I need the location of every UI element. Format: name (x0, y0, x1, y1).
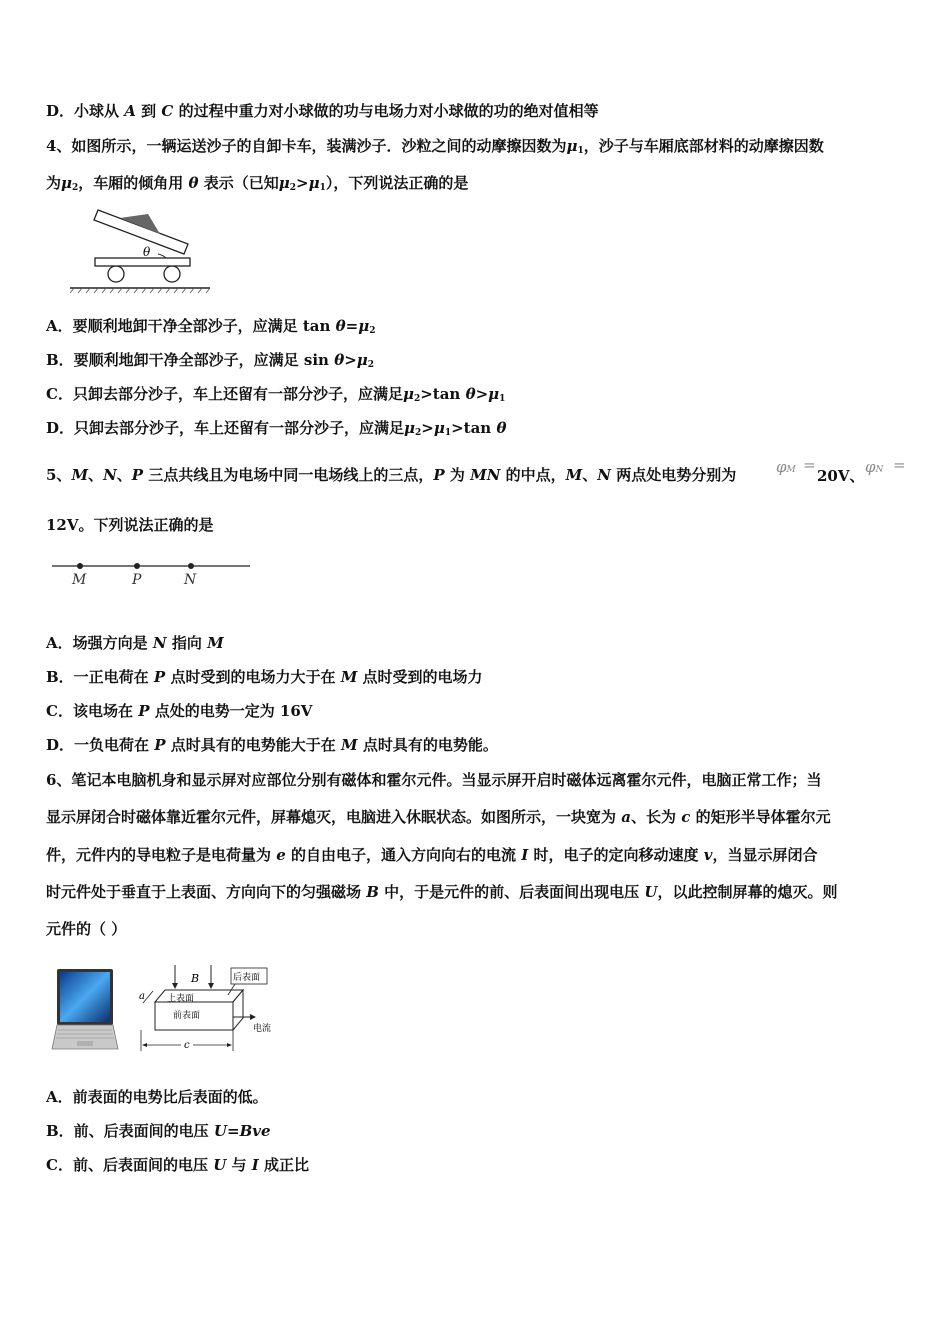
label-top-face: 上表面 (167, 994, 195, 1004)
label-n: N (184, 572, 197, 588)
rear-wheel (108, 266, 124, 282)
b-arrow-right (208, 983, 214, 989)
q4-stem-line2: 为$\mu_2$，车厢的倾角用 θ 表示（已知$\mu_2>\mu_1$），下列说法正确的是 (46, 174, 469, 193)
phi-m-value: 20V、 (817, 467, 865, 485)
label-current: 电流 (253, 1024, 272, 1034)
b-arrow-left (172, 983, 178, 989)
field-line-figure (50, 556, 255, 588)
q6-stem-line1: 6、笔记本电脑机身和显示屏对应部位分别有磁体和霍尔元件。当显示屏开启时磁体远离霍尔元件，电脑正常工作；当 (46, 771, 822, 789)
q4-stem-line1: 4、如图所示，一辆运送沙子的自卸卡车，装满沙子．沙粒之间的动摩擦因数为$\mu_1$，沙子与车厢底部材料的动摩擦因数 (46, 137, 824, 156)
phi-m-symbol: φM (776, 458, 796, 476)
q6-option-a: A．前表面的电势比后表面的低。 (46, 1088, 268, 1106)
laptop-screen (60, 972, 110, 1022)
hall-element-figure (133, 965, 278, 1060)
point-p (134, 563, 140, 569)
label-b: B (191, 972, 200, 985)
q5-stem-line1: 5、M、N、P 三点共线且为电场中同一电场线上的三点，P 为 MN 的中点，M、N 两点处电势分别为 (46, 466, 737, 484)
q6-stem-line5: 元件的（ ） (46, 920, 127, 938)
q6-stem-line4: 时元件处于垂直于上表面、方向向下的匀强磁场 B 中，于是元件的前、后表面间出现电压 U，以此控制屏幕的熄灭。则 (46, 883, 838, 901)
q6-option-c: C．前、后表面间的电压 U 与 I 成正比 (46, 1156, 310, 1174)
q5-option-b: B．一正电荷在 P 点时受到的电场力大于在 M 点时受到的电场力 (46, 668, 483, 686)
laptop-touchpad (77, 1041, 93, 1046)
label-p: P (132, 572, 142, 588)
prev-option-d: D．小球从 A 到 C 的过程中重力对小球做的功与电场力对小球做的功的绝对值相等 (46, 102, 599, 120)
q6-stem-line2: 显示屏闭合时磁体靠近霍尔元件，屏幕熄灭，电脑进入休眠状态。如图所示，一块宽为 a、长为 c 的矩形半导体霍尔元 (46, 808, 831, 826)
dump-truck-figure (70, 204, 215, 296)
label-m: M (72, 572, 87, 588)
q6-option-b: B．前、后表面间的电压 U=Bve (46, 1122, 271, 1140)
q5-option-c: C．该电场在 P 点处的电势一定为 16V (46, 702, 313, 720)
current-arrow-head (250, 1014, 256, 1020)
q5-option-a: A．场强方向是 N 指向 M (46, 634, 224, 652)
q6-stem-line3: 件，元件内的导电粒子是电荷量为 e 的自由电子，通入方向向右的电流 I 时，电子的定向移动速度 v，当显示屏闭合 (46, 846, 818, 864)
laptop-illustration (50, 965, 120, 1055)
phi-n-equals: = (893, 456, 906, 474)
q5-stem-line2: 12V。下列说法正确的是 (46, 516, 214, 534)
q4-option-b: B．要顺利地卸干净全部沙子，应满足 $\sin \theta>\mu_2$ (46, 351, 375, 370)
q5-option-d: D．一负电荷在 P 点时具有的电势能大于在 M 点时具有的电势能。 (46, 736, 498, 754)
phi-m-equals: = (803, 456, 816, 474)
label-c: c (184, 1040, 190, 1051)
q4-option-a: A．要顺利地卸干净全部沙子，应满足 $\tan \theta=\mu_2$ (46, 317, 376, 336)
theta-label: θ (143, 245, 151, 259)
phi-n-symbol: φN (865, 458, 884, 476)
point-m (77, 563, 83, 569)
q4-option-c: C．只卸去部分沙子，车上还留有一部分沙子，应满足$\mu_2>\tan$ $\theta>\mu_1$ (46, 385, 506, 404)
label-front-face: 前表面 (173, 1011, 201, 1021)
truck-chassis (95, 258, 190, 266)
front-wheel (164, 266, 180, 282)
q4-option-d: D．只卸去部分沙子，车上还留有一部分沙子，应满足$\mu_2>\mu_1>\tan$ θ (46, 419, 507, 438)
point-n (188, 563, 194, 569)
label-a: a (139, 991, 145, 1002)
label-back-face: 后表面 (233, 973, 261, 983)
